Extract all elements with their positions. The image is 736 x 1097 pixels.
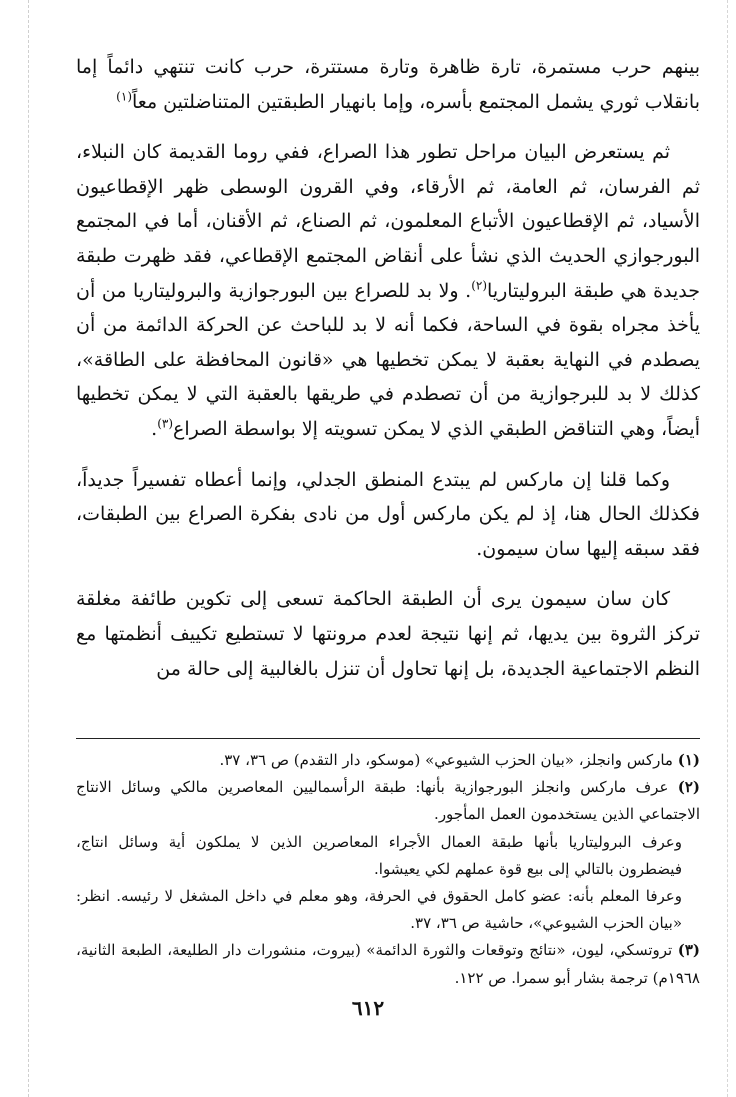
paragraph-3-text: وكما قلنا إن ماركس لم يبتدع المنطق الجدلي، وإنما أعطاه تفسيراً جديداً، فكذلك الحال هنا، إذ لم يكن ماركس أول من نادى بفكرة الصراع بين الطبقات، فقد سبقه إليها سان سيمون. [76,468,700,560]
page-number: ٦١٢ [351,996,385,1020]
footnote-text: وعرف البروليتاريا بأنها طبقة العمال الأجراء المعاصرين الذين لا يملكون أية وسائل انتاج، فيضطرون بالتالي إلى بيع قوة عملهم لكي يعيشوا. [76,832,682,878]
footnote-text: عرف ماركس وانجلز البورجوازية بأنها: طبقة الرأسماليين المعاصرين مالكي وسائل الانتاج الاجتماعي الذين يستخدمون العمل المأجور. [76,778,700,824]
footnote-ref-2[interactable]: (٢) [471,278,488,293]
footnote-number: (٢) [677,778,700,797]
scan-edge-left [28,0,29,1097]
footnote-ref-3[interactable]: (٣) [157,416,174,431]
paragraph-4-text: كان سان سيمون يرى أن الطبقة الحاكمة تسعى إلى تكوين طائفة مغلقة تركز الثروة بين يديها، ثم إنها نتيجة لعدم مرونتها لا تستطيع تكييف أنظمتها مع النظم الاجتماعية الجديدة، بل إنها تحاول أن تنزل بالغالبية إلى حالة من [76,588,700,680]
paragraph-2 [76,135,700,446]
footnote-3 [76,937,700,991]
footnote-2 [76,774,700,828]
footnote-text: ماركس وانجلز، «بيان الحزب الشيوعي» (موسكو، دار التقدم) ص ٣٦، ٣٧. [219,751,673,769]
paragraph-2-text: ثم يستعرض البيان مراحل تطور هذا الصراع، ففي روما القديمة كان النبلاء، ثم الفرسان، ثم العامة، ثم الأرقاء، وفي القرون الوسطى ظهر الإقطاعيون الأسياد، ثم الإقطاعيون الأتباع المعلمون، ثم الصناع، ثم الأقنان، أما في المجتمع البورجوازي الحديث الذي نشأ على أنقاض المجتمع الإقطاعي، فقد ظهرت طبقة جديدة هي طبقة البروليتاريا [76,141,700,302]
footnote-rule [76,738,700,739]
main-text [76,50,700,686]
paragraph-1 [76,50,700,119]
footnote-number: (٣) [677,941,700,960]
paragraph-2-text-end: . [151,417,158,440]
footnote-text: وعرفا المعلم بأنه: عضو كامل الحقوق في الحرفة، وهو معلم في داخل المشغل لا رئيسه. انظر: «بيان الحزب الشيوعي»، حاشية ص ٣٦، ٣٧. [76,887,682,933]
footnote-ref-1[interactable]: (١) [116,89,132,104]
paragraph-2-text-cont: . ولا بد للصراع بين البورجوازية والبروليتاريا من أن يأخذ مجراه بقوة في الساحة، فكما أنه لا بد للباحث عن الحركة الدائمة من أن يصطدم في النهاية بعقبة لا يمكن تخطيها هي «قانون المحافظة على الطاقة»، كذلك لا بد للبرجوازية من أن تصطدم في طريقها بالعقبة التي لا يمكن تخطيها أيضاً، وهي التناقض الطبقي الذي لا يمكن تسويته إلا بواسطة الصراع [76,279,700,440]
footnote-2-continuation [76,883,700,937]
footnotes [76,738,700,992]
footnote-1 [76,747,700,774]
paragraph-4 [76,582,700,686]
footnote-2-continuation [76,829,700,883]
paragraph-3 [76,463,700,567]
footnote-text: تروتسكي، ليون، «نتائج وتوقعات والثورة الدائمة» (بيروت، منشورات دار الطليعة، الطبعة الثانية، ١٩٦٨م) ترجمة بشار أبو سمرا. ص ١٢٢. [76,941,700,987]
paragraph-1-text: بينهم حرب مستمرة، تارة ظاهرة وتارة مستترة، حرب كانت تنتهي دائماً إما بانقلاب ثوري يشمل المجتمع بأسره، وإما بانهيار الطبقتين المتناضلتين معاً [76,56,700,113]
footnote-number: (١) [677,751,700,769]
scan-edge-right [727,0,728,1097]
